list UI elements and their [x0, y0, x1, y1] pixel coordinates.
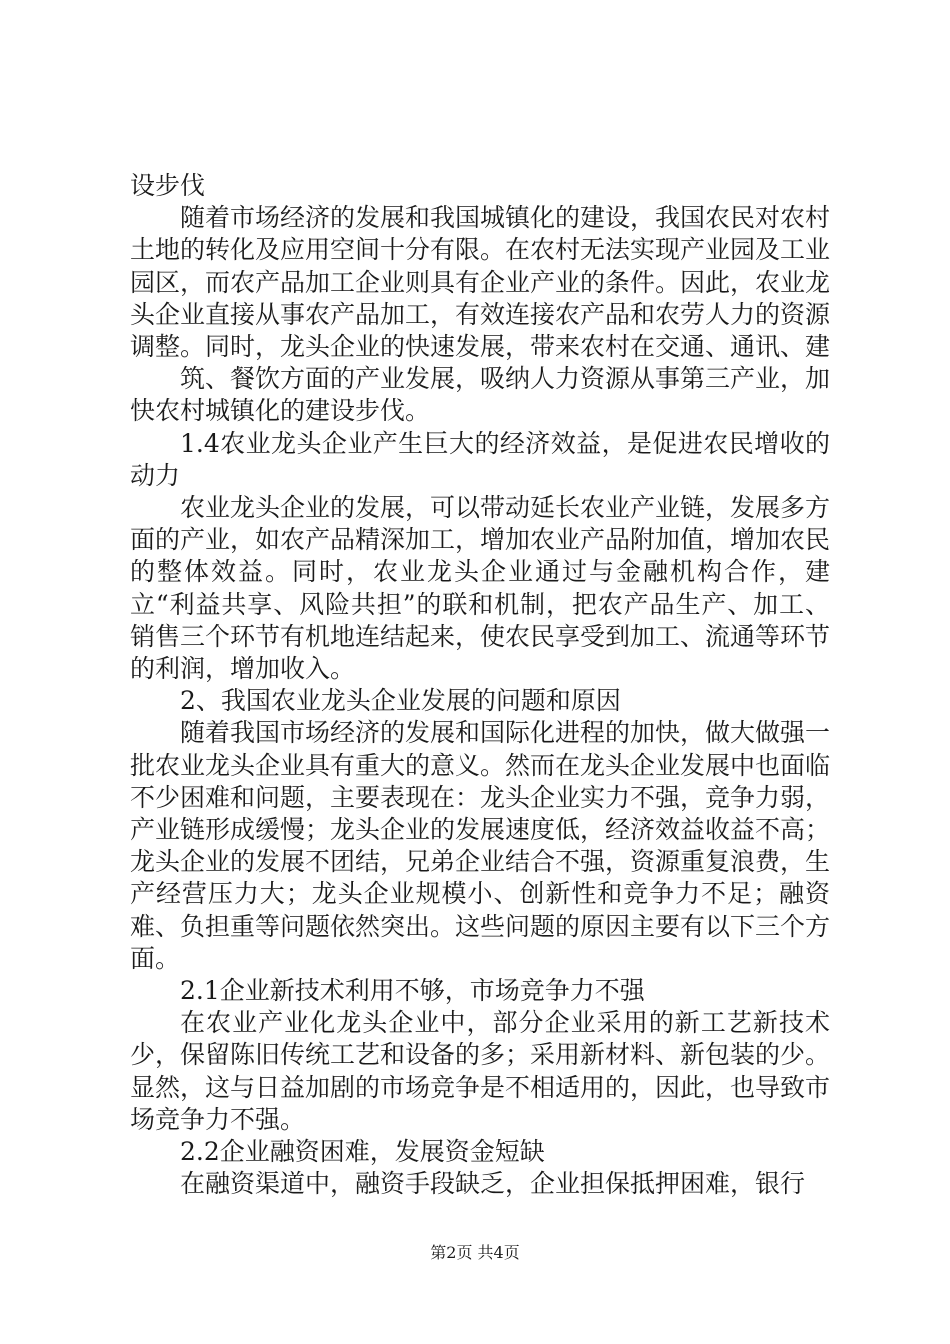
- page-footer: 第2页 共4页: [430, 1243, 520, 1262]
- paragraph: 在融资渠道中，融资手段缺乏，企业担保抵押困难，银行: [180, 1169, 806, 1199]
- paragraph: 农业龙头企业的发展，可以带动延长农业产业链，发展多方面的产业，如农产品精深加工，增加农业产品附加值，增加农民的整体效益。同时，农业龙头企业通过与金融机构合作，建立“利益共享、风险共担”的联和机制，把农产品生产、加工、销售三个环节有机地连结起来，使农民享受到加工、流通等环节的利润，增加收入。: [130, 493, 831, 684]
- paragraph-continuation: 设步伐: [130, 171, 206, 200]
- paragraph: 随着市场经济的发展和我国城镇化的建设，我国农民对农村土地的转化及应用空间十分有限。在农村无法实现产业园及工业园区，而农产品加工企业则具有企业产业的条件。因此，农业龙头企业直接从事农产品加工，有效连接农产品和农劳人力的资源调整。同时，龙头企业的快速发展，带来农村在交通、通讯、建: [130, 203, 831, 362]
- section-heading-2-2: 2.2企业融资困难，发展资金短缺: [180, 1137, 545, 1167]
- section-heading-1-4: 1.4农业龙头企业产生巨大的经济效益，是促进农民增收的动力: [130, 428, 830, 490]
- document-body: [130, 170, 830, 1201]
- section-heading-2: 2、我国农业龙头企业发展的问题和原因: [180, 686, 621, 716]
- section-heading-2-1: 2.1企业新技术利用不够，市场竞争力不强: [180, 976, 645, 1006]
- paragraph: 在农业产业化龙头企业中，部分企业采用的新工艺新技术少，保留陈旧传统工艺和设备的多；采用新材料、新包装的少。显然，这与日益加剧的市场竞争是不相适用的，因此，也导致市场竞争力不强。: [130, 1008, 831, 1134]
- paragraph: 随着我国市场经济的发展和国际化进程的加快，做大做强一批农业龙头企业具有重大的意义。然而在龙头企业发展中也面临不少困难和问题，主要表现在：龙头企业实力不强，竞争力弱，产业链形成缓慢；龙头企业的发展速度低，经济效益收益不高；龙头企业的发展不团结，兄弟企业结合不强，资源重复浪费，生产经营压力大；龙头企业规模小、创新性和竞争力不足；融资难、负担重等问题依然突出。这些问题的原因主要有以下三个方面。: [130, 718, 831, 973]
- paragraph: 筑、餐饮方面的产业发展，吸纳人力资源从事第三产业，加快农村城镇化的建设步伐。: [130, 364, 831, 426]
